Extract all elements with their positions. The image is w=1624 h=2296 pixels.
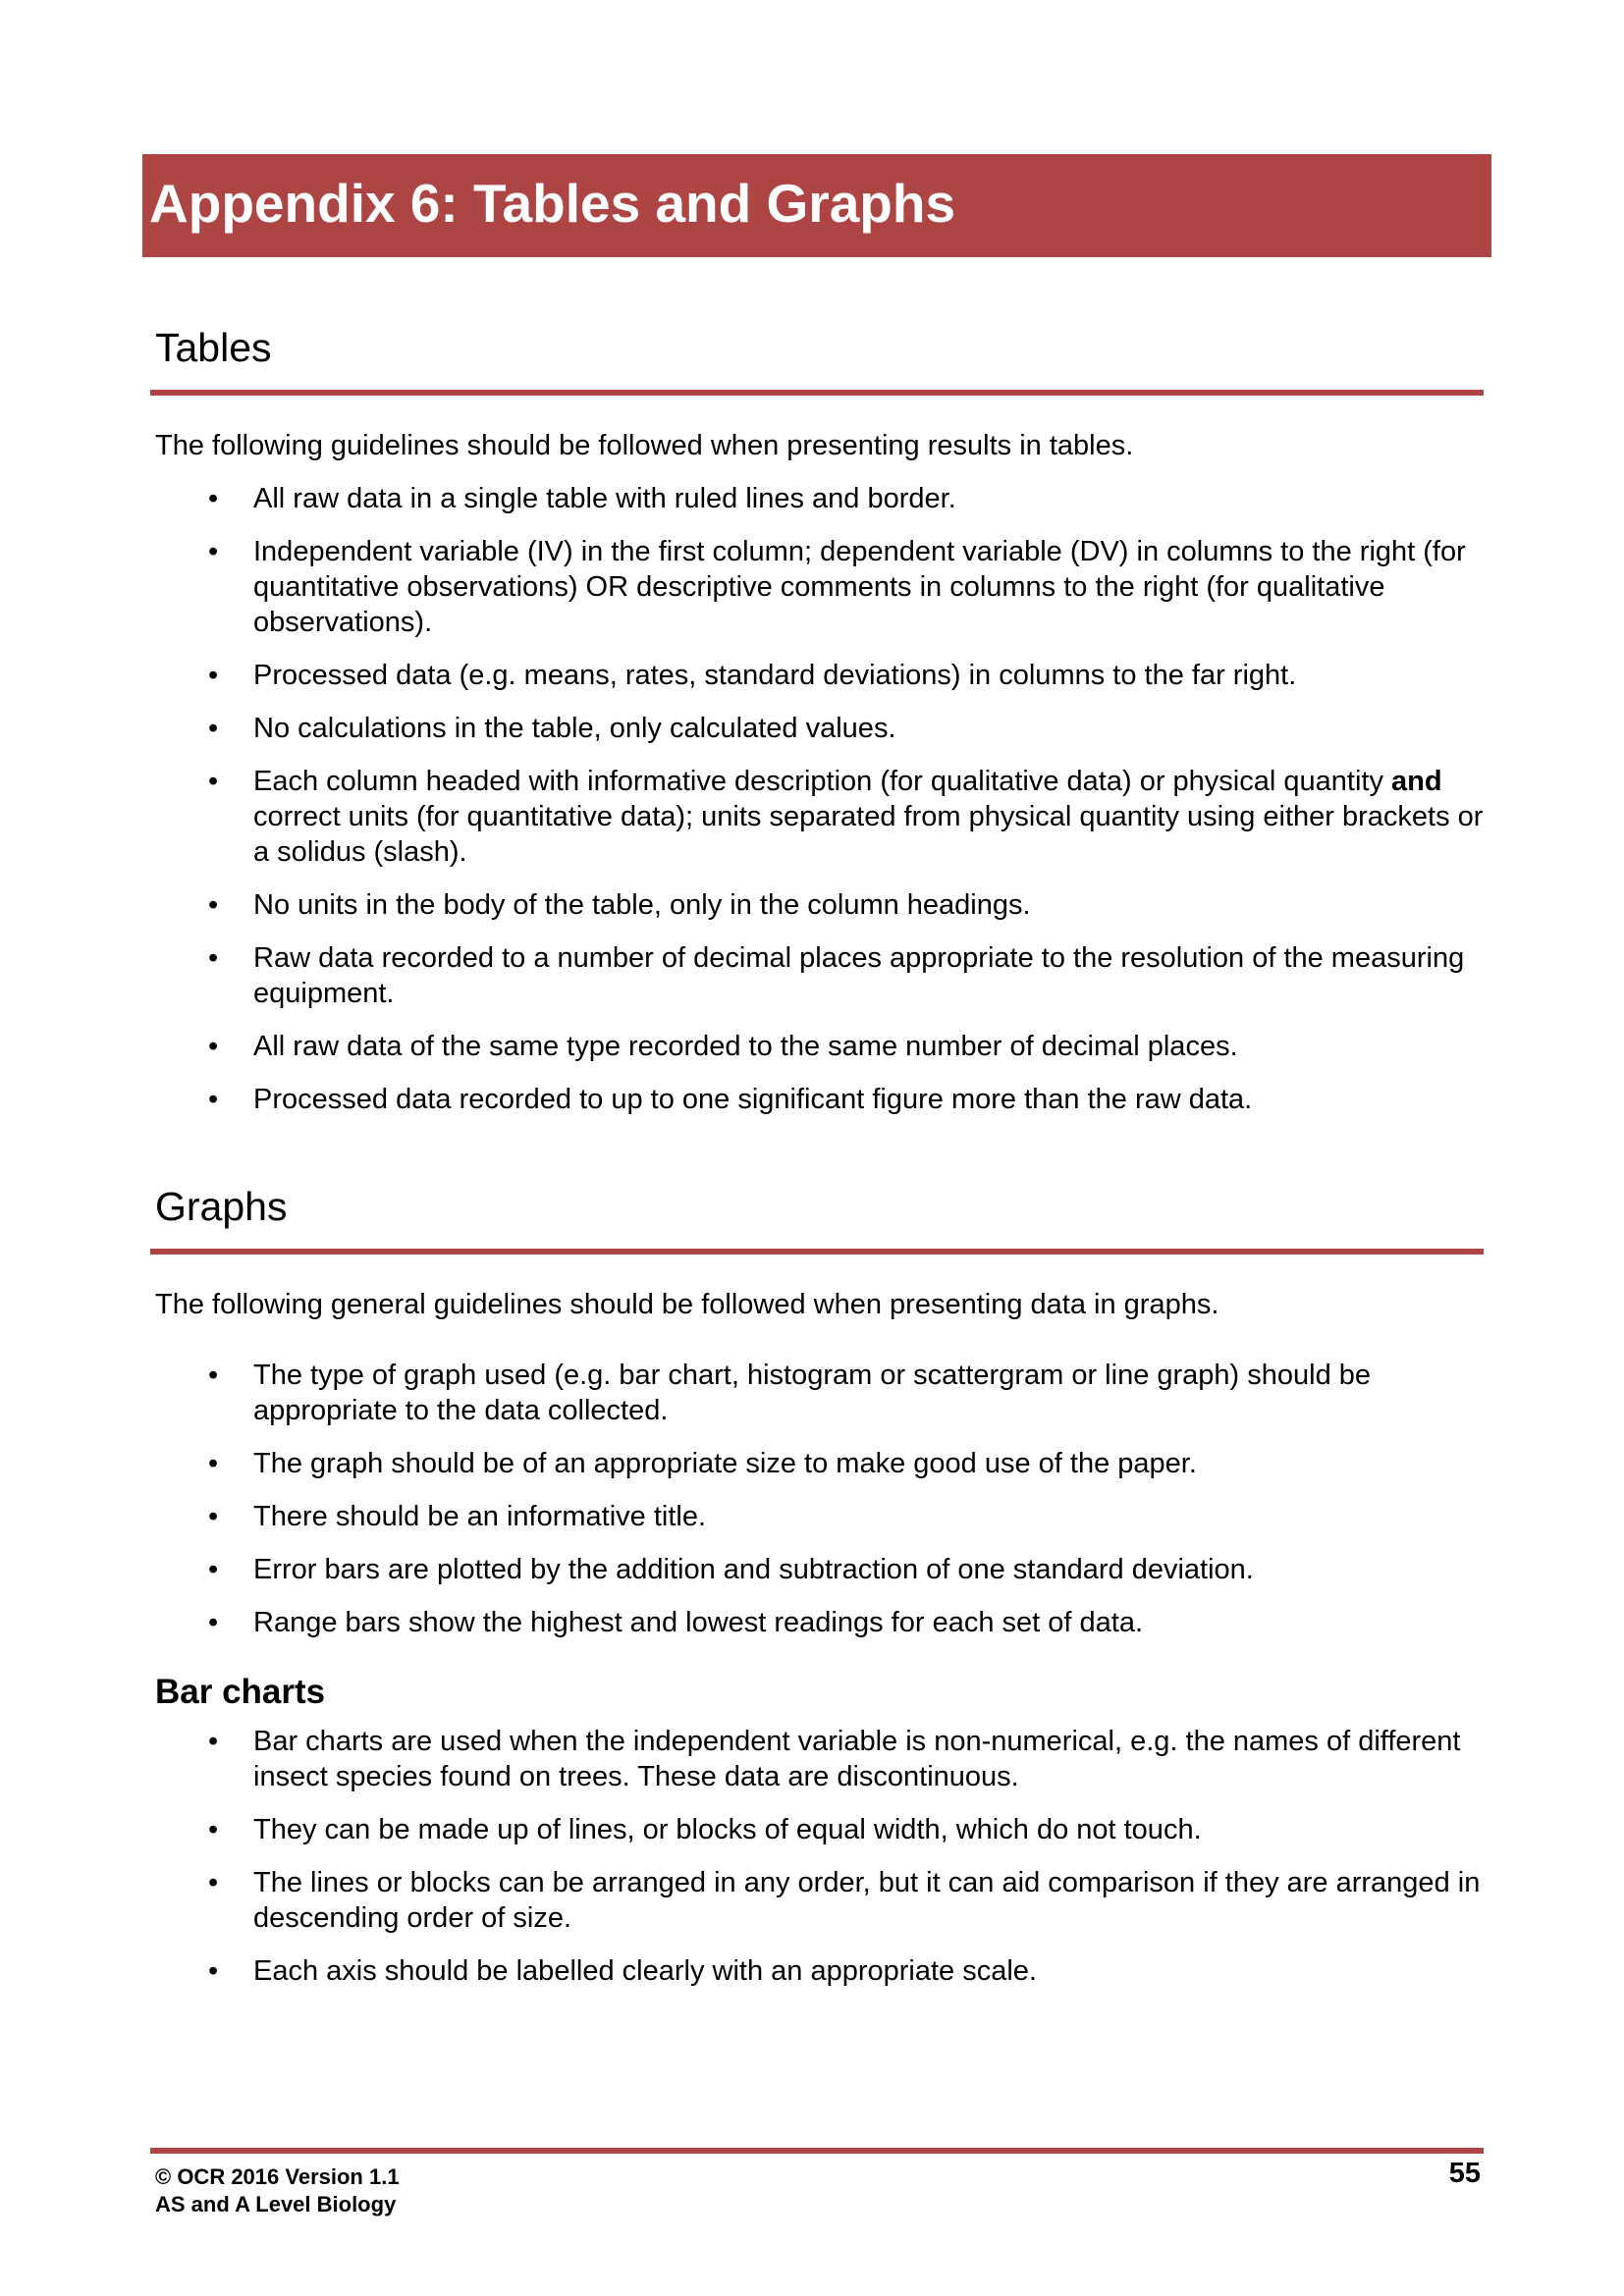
list-item <box>0 481 1490 516</box>
title-banner <box>142 154 1491 257</box>
list-item-text: There should be an informative title. <box>253 1501 707 1532</box>
list-item-text: Error bars are plotted by the addition and subtraction of one standard deviation. <box>253 1554 1254 1585</box>
list-item <box>0 1029 1490 1064</box>
list-item <box>0 1446 1490 1481</box>
bullet-icon: • <box>208 1501 219 1532</box>
list-item <box>0 1812 1490 1847</box>
bullet-icon: • <box>208 889 219 921</box>
list-item-text: Bar charts are used when the independent variable is non-numerical, e.g. the names of different insect species found on trees. These data are discontinuous. <box>253 1726 1461 1792</box>
list-item <box>0 1724 1490 1794</box>
list-item <box>0 534 1490 640</box>
list-item-text: Range bars show the highest and lowest readings for each set of data. <box>253 1607 1144 1638</box>
graphs-guidelines-list <box>0 1358 1624 1640</box>
bullet-icon: • <box>208 1607 219 1638</box>
bullet-icon: • <box>208 1955 219 1987</box>
bullet-icon: • <box>208 942 219 974</box>
bullet-icon: • <box>208 660 219 691</box>
bullet-icon: • <box>208 1448 219 1479</box>
list-item-text: All raw data in a single table with ruled lines and border. <box>253 483 956 514</box>
page-number: 55 <box>1448 2158 1481 2189</box>
bullet-icon: • <box>208 1084 219 1115</box>
bullet-icon: • <box>208 483 219 514</box>
footer-info <box>155 2163 400 2218</box>
list-item <box>0 764 1490 870</box>
list-item <box>0 1605 1490 1640</box>
bullet-icon: • <box>208 1031 219 1062</box>
list-item-text: They can be made up of lines, or blocks of equal width, which do not touch. <box>253 1814 1202 1845</box>
list-item <box>0 1953 1490 1989</box>
tables-guidelines-list <box>0 481 1624 1117</box>
page-title: Appendix 6: Tables and Graphs <box>149 173 956 234</box>
list-item <box>0 1865 1490 1936</box>
list-item <box>0 658 1490 693</box>
graphs-heading: Graphs <box>155 1184 288 1229</box>
list-item-text: The lines or blocks can be arranged in any order, but it can aid comparison if they are arranged in descending order of size. <box>253 1867 1481 1934</box>
tables-heading-rule <box>150 390 1484 396</box>
list-item-text: Each axis should be labelled clearly with an appropriate scale. <box>253 1955 1037 1987</box>
list-item-text: Processed data recorded to up to one significant figure more than the raw data. <box>253 1084 1253 1115</box>
footer-copyright: © OCR 2016 Version 1.1 <box>155 2164 400 2189</box>
bullet-icon: • <box>208 1726 219 1757</box>
footer-subject: AS and A Level Biology <box>155 2192 397 2216</box>
list-item <box>0 711 1490 746</box>
list-item <box>0 940 1490 1011</box>
bullet-icon: • <box>208 1554 219 1585</box>
graphs-heading-rule <box>150 1249 1484 1255</box>
list-item <box>0 1499 1490 1534</box>
graphs-intro: The following general guidelines should be followed when presenting data in graphs. <box>155 1289 1219 1320</box>
footer-rule <box>150 2148 1484 2154</box>
bullet-icon: • <box>208 536 219 567</box>
list-item-text: The type of graph used (e.g. bar chart, histogram or scattergram or line graph) should be appropriate to the data collected. <box>253 1360 1372 1426</box>
list-item-text: All raw data of the same type recorded to the same number of decimal places. <box>253 1031 1238 1062</box>
list-item-text: Processed data (e.g. means, rates, standard deviations) in columns to the far right. <box>253 660 1297 691</box>
bullet-icon: • <box>208 1360 219 1391</box>
list-item-text: Raw data recorded to a number of decimal places appropriate to the resolution of the measuring equipment. <box>253 942 1465 1009</box>
list-item <box>0 1552 1490 1587</box>
bar-charts-guidelines-list <box>0 1724 1624 1989</box>
tables-heading: Tables <box>155 325 272 370</box>
list-item-text-emphasis: and <box>1391 766 1442 797</box>
list-item <box>0 1358 1490 1428</box>
list-item-text: The graph should be of an appropriate size to make good use of the paper. <box>253 1448 1197 1479</box>
bullet-icon: • <box>208 766 219 797</box>
list-item-text: No calculations in the table, only calculated values. <box>253 713 896 744</box>
tables-intro: The following guidelines should be followed when presenting results in tables. <box>155 430 1134 461</box>
list-item-text-part: correct units (for quantitative data); units separated from physical quantity using either brackets or a solidus (slash). <box>253 801 1484 868</box>
list-item-text: No units in the body of the table, only in the column headings. <box>253 889 1031 921</box>
bullet-icon: • <box>208 1814 219 1845</box>
list-item <box>0 887 1490 923</box>
bullet-icon: • <box>208 1867 219 1898</box>
list-item-text: Independent variable (IV) in the first column; dependent variable (DV) in columns to the right (for quantitative observations) OR descriptive comments in columns to the right (for qualitative observations). <box>253 536 1466 638</box>
bar-charts-heading: Bar charts <box>155 1673 326 1711</box>
bullet-icon: • <box>208 713 219 744</box>
list-item-text <box>253 766 1483 868</box>
list-item <box>0 1082 1490 1117</box>
list-item-text-part: Each column headed with informative description (for qualitative data) or physical quantity <box>253 766 1391 797</box>
